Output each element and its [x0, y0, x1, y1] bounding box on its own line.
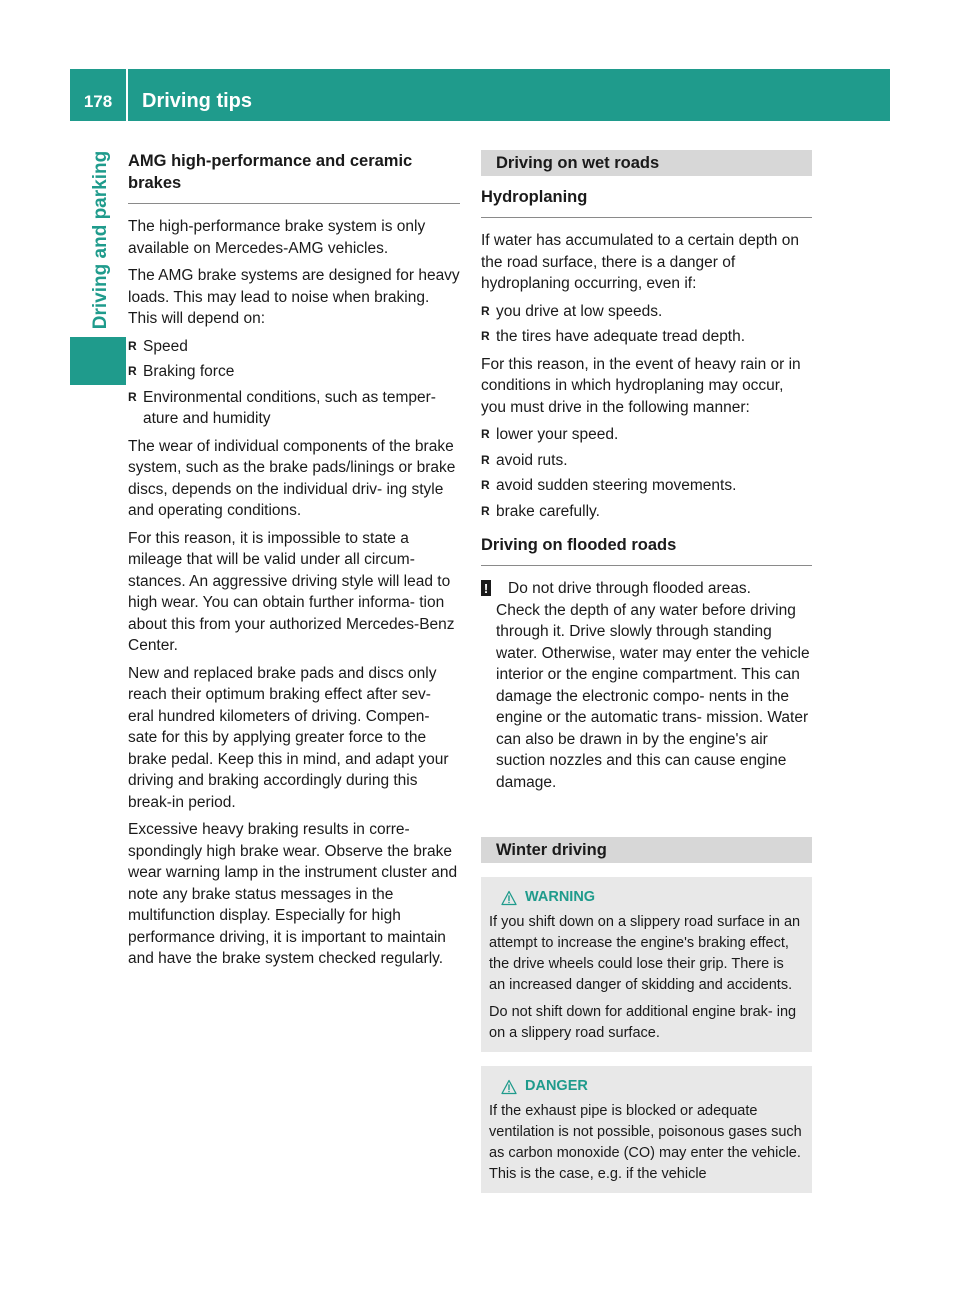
amg-brakes-heading: AMG high-performance and ceramic brakes — [128, 150, 460, 204]
list-item: R you drive at low speeds. — [481, 301, 812, 323]
list-item: R the tires have adequate tread depth. — [481, 326, 812, 348]
list-item: R avoid ruts. — [481, 450, 812, 472]
right-column — [481, 150, 812, 1193]
paragraph: Excessive heavy braking results in corre- spondingly high brake wear. Observe the brake wear warning lamp in the instrument cluster and note any brake status messages in the multifunction display. Especially for high performance driving, it is important to maintain and have the brake system checked regularly. — [128, 821, 458, 967]
paragraph: For this reason, in the event of heavy rain or in conditions in which hydroplaning may occur, you must drive in the following manner: — [481, 355, 801, 416]
paragraph: For this reason, it is impossible to state a mileage that will be valid under all circum- stances. An aggressive driving style will lead to high wear. You can obtain further informa- tion about this from your authorized Mercedes-Benz Center. — [128, 529, 455, 654]
list-item: R lower your speed. — [481, 424, 812, 446]
left-column — [128, 150, 460, 976]
side-tab-label: Driving and parking — [90, 150, 112, 330]
danger-text: If the exhaust pipe is blocked or adequate ventilation is not possible, poisonous gases such as carbon monoxide (CO) may enter the vehicle. This is the case, e.g. if the vehicle — [489, 1103, 802, 1182]
bullet-list — [481, 424, 812, 522]
list-item: R Speed — [128, 336, 460, 358]
paragraph: If water has accumulated to a certain depth on the road surface, there is a danger of hydroplaning occurring, even if: — [481, 232, 799, 292]
flood-notice — [481, 578, 812, 793]
exclamation-icon: ! — [481, 580, 491, 596]
warning-box — [481, 877, 812, 1052]
side-tab-marker — [70, 337, 126, 385]
flooded-roads-heading: Driving on flooded roads — [481, 534, 812, 566]
bullet-list — [481, 301, 812, 348]
notice-first-line: Do not drive through flooded areas. — [508, 580, 751, 597]
page-number: 178 — [83, 92, 113, 111]
paragraph: The wear of individual components of the brake system, such as the brake pads/linings or brake discs, depends on the individual driv- ing style and operating conditions. — [128, 437, 456, 519]
danger-box — [481, 1066, 812, 1193]
bullet-list — [128, 336, 460, 430]
section-title-winter: Winter driving — [481, 837, 812, 863]
section-title-wet-roads: Driving on wet roads — [481, 150, 812, 176]
warning-label: WARNING — [525, 889, 596, 905]
warning-text: Do not shift down for additional engine brak- ing on a slippery road surface. — [489, 1004, 797, 1041]
header-divider — [126, 69, 128, 121]
danger-header — [489, 1076, 803, 1097]
list-item: R Braking force — [128, 361, 460, 383]
list-item: R brake carefully. — [481, 501, 812, 523]
page-title: Driving tips — [142, 90, 253, 112]
list-item: R Environmental conditions, such as temper- ature and humidity — [128, 387, 460, 430]
danger-label: DANGER — [525, 1078, 588, 1094]
side-tab — [86, 150, 116, 330]
paragraph: The AMG brake systems are designed for heavy loads. This may lead to noise when braking. This will depend on: — [128, 267, 460, 327]
list-item: R avoid sudden steering movements. — [481, 475, 812, 497]
paragraph: The high-performance brake system is only available on Mercedes-AMG vehicles. — [128, 218, 426, 257]
warning-text: If you shift down on a slippery road surface in an attempt to increase the engine's braking effect, the drive wheels could lose their grip. There is an increased danger of skidding and accidents. — [489, 914, 801, 993]
hydroplaning-heading: Hydroplaning — [481, 186, 812, 218]
notice-text: Check the depth of any water before driving through it. Drive slowly through standing water. Otherwise, water may enter the vehicle interior or the engine compartment. This can damage the electronic compo- nents in the engine or the automatic trans- mission. Water can also be drawn in by the engine's air suction nozzles and this can cause engine damage. — [496, 601, 810, 791]
warning-header — [489, 887, 803, 908]
warning-triangle-icon — [501, 1079, 517, 1095]
paragraph: New and replaced brake pads and discs only reach their optimum braking effect after sev- eral hundred kilometers of driving. Compen- sate for this by applying greater force to the brake pedal. Keep this in mind, and adapt your driving and braking accordingly during this break-in period. — [128, 664, 449, 811]
warning-triangle-icon — [501, 890, 517, 906]
